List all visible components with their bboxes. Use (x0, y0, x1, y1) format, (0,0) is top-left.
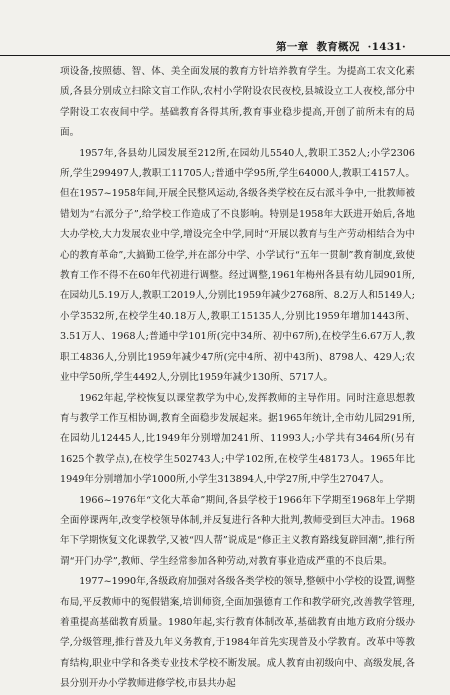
running-header (276, 39, 406, 54)
page-number: ·1431· (367, 41, 406, 53)
body-text (60, 62, 415, 695)
chapter-label: 第一章 (276, 41, 309, 53)
paragraph: 项设备,按照德、智、体、美全面发展的教育方针培养教育学生。为提高工农文化素质,各县分别成立扫除文盲工作队,农村小学附设农民夜校,县城设立工人夜校,部分中学附设工农夜间中学。基础教育各得其所,教育事业稳步提高,开创了前所未有的局面。 (60, 66, 415, 139)
section-title: 教育概况 (316, 41, 360, 53)
paragraph: 1966~1976年“文化大革命”期间,各县学校于1966年下学期至1968年上学期全面停课两年,改变学校领导体制,并反复进行各种大批判,教师受到巨大冲击。1968年下学期恢复文化课教学,又被“四人帮”说成是“修正主义教育路线复辟回潮”,推行所谓“开门办学”,教师、学生经常参加各种劳动,对教育事业造成严重的不良后果。 (60, 494, 415, 567)
paragraph: 1962年起,学校恢复以课堂教学为中心,发挥教师的主导作用。同时注意思想教育与教学工作互相协调,教育全面稳步发展起来。据1965年统计,全市幼儿园291所,在园幼儿12445人,比1949年分别增加241所、11993人;小学共有3464所(另有1625个教学点),在校学生502743人;中学102所,在校学生48173人。1965年比1949年分别增加小学1000所,小学生313894人,中学27所,中学生27047人。 (60, 392, 415, 486)
paragraph: 1977~1990年,各级政府加强对各级各类学校的领导,整顿中小学校的设置,调整布局,平反教师中的冤假错案,培训师资,全面加强德育工作和教学研究,改善教学管理,着重提高基础教育质量。1980年起,实行教育体制改革,基础教育由地方政府分级办学,分级管理,推行普及九年义务教育,于1984年首先实现普及小学教育。改革中等教育结构,职业中学和各类专业技术学校不断发展。成人教育由初级向中、高级发展,各县分别开办小学教师进修学校,市县共办起 (60, 576, 415, 690)
paragraph: 1957年,各县幼儿园发展至212所,在园幼儿5540人,教职工352人;小学2306所,学生299497人,教职工11705人;普通中学95所,学生64000人,教职工4157人。但在1957~1958年间,开展全民整风运动,各级各类学校在反右派斗争中,一批教师被错划为“右派分子”,给学校工作造成了不良影响。特别是1958年大跃进开始后,各地大办学校,大力发展农业中学,增设完全中学,同时“开展以教育与生产劳动相结合为中心的教育革命”,大搞勤工俭学,并在部分中学、小学试行“五年一贯制”教育制度,致使教育工作不得不在60年代初进行调整。经过调整,1961年梅州各县有幼儿园901所,在园幼儿5.19万人,教职工2019人,分别比1959年减少2768所、8.2万人和5149人;小学3532所,在校学生40.18万人,教职工15135人,分别比1959年增加1443所、3.51万人、1968人;普通中学101所(完中34所、初中67所),在校学生6.67万人,教职工4836人,分别比1959年减少47所(完中4所、初中43所)、8798人、429人;农业中学50所,学生4492人,分别比1959年减少130所、5717人。 (60, 147, 415, 384)
header-rule (0, 55, 450, 56)
